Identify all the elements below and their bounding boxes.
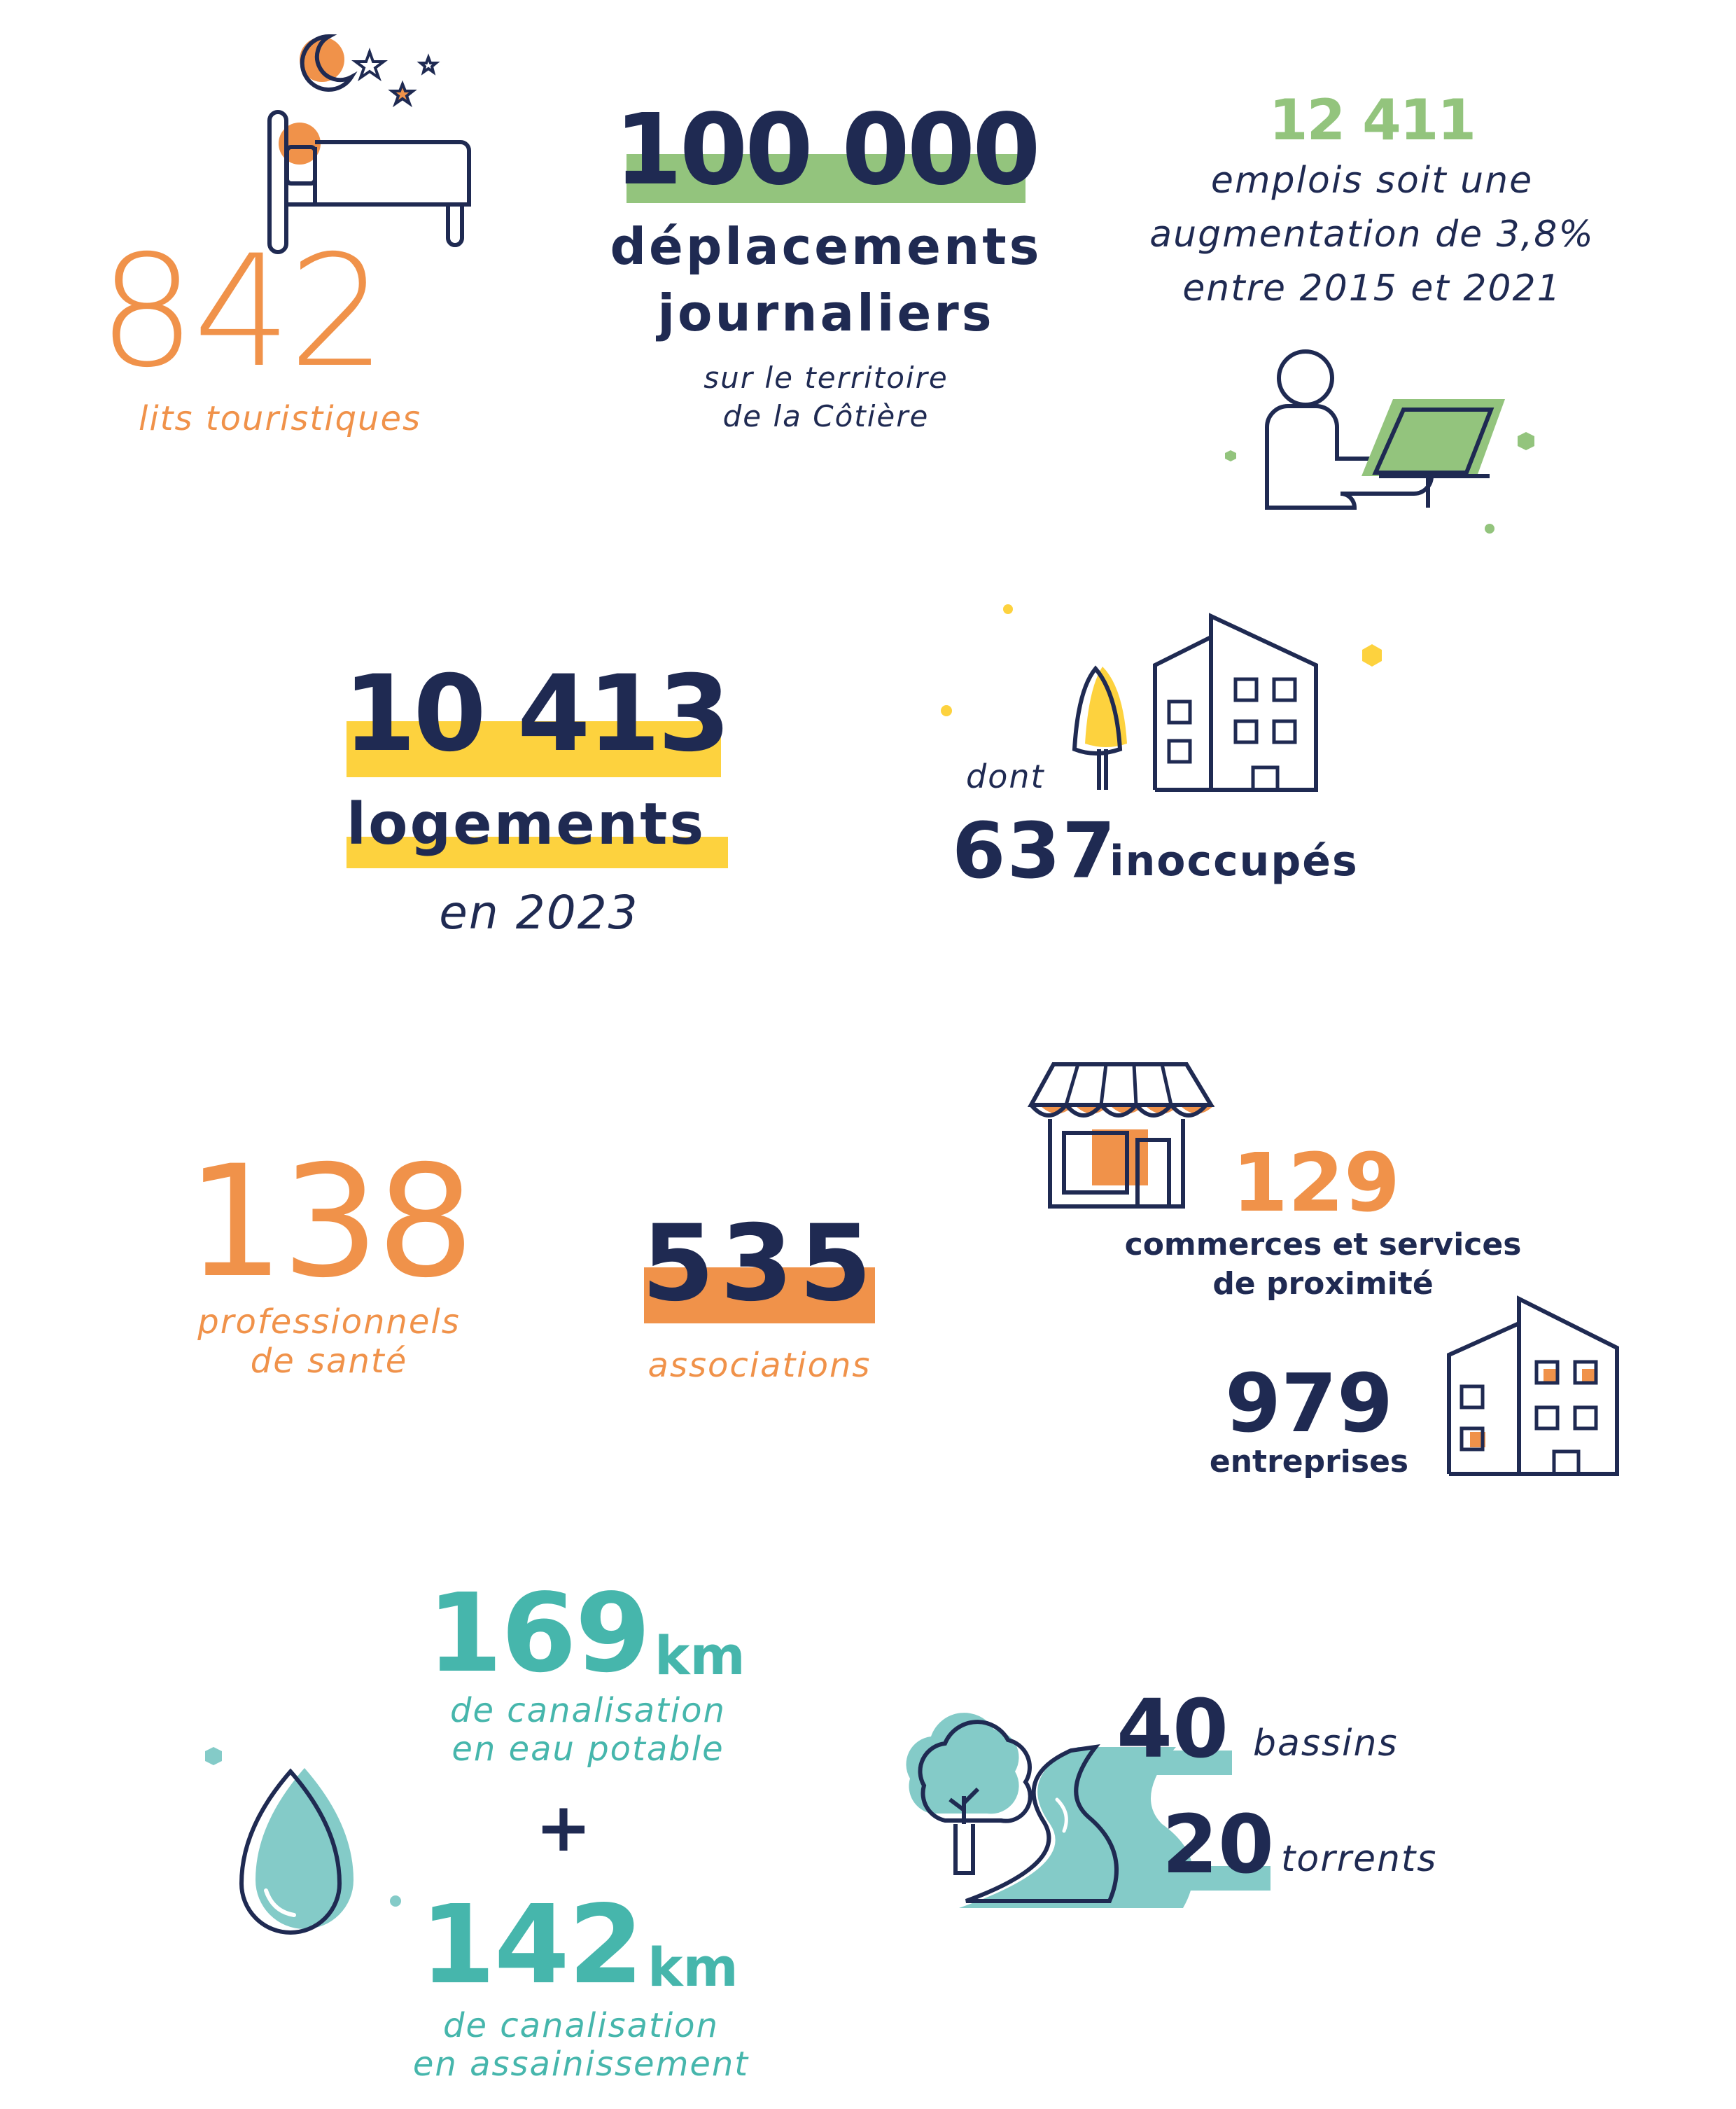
- health-line1: professionnels: [197, 1302, 461, 1342]
- water-value: 169: [427, 1570, 650, 1697]
- companies-value: 979: [1224, 1357, 1394, 1451]
- bed-night-icon: [259, 28, 483, 238]
- associations-value: 535: [641, 1203, 878, 1325]
- jobs-line3: entre 2015 et 2021: [1182, 267, 1562, 309]
- sewer-value: 142: [420, 1881, 643, 2008]
- sewer-unit: km: [648, 1936, 738, 1998]
- housing-value: 10 413: [343, 653, 729, 775]
- shop-icon: [1032, 1063, 1228, 1217]
- trips-sub-line2: de la Côtière: [722, 399, 930, 433]
- torrents-value: 20: [1162, 1798, 1275, 1892]
- basins-label: bassins: [1253, 1722, 1399, 1765]
- sewer-line1: de canalisation: [443, 2006, 719, 2045]
- beds-value: 842: [98, 222, 384, 401]
- housing-label: logements: [346, 791, 706, 858]
- trips-title-line1: déplacements: [610, 217, 1042, 276]
- trips-title-line2: journaliers: [657, 284, 995, 342]
- shops-line2: de proximité: [1212, 1266, 1434, 1302]
- water-line1: de canalisation: [450, 1691, 726, 1730]
- vacant-prefix: dont: [966, 758, 1045, 795]
- beds-label: lits touristiques: [138, 399, 422, 438]
- shops-line1: commerces et services: [1124, 1227, 1522, 1262]
- jobs-line2: augmentation de 3,8%: [1149, 214, 1595, 256]
- vacant-label: inoccupés: [1110, 837, 1359, 886]
- trips-value: 100 000: [614, 93, 1038, 207]
- office-building-icon: [1442, 1292, 1624, 1481]
- basins-value: 40: [1116, 1683, 1229, 1776]
- jobs-line1: emplois soit une: [1210, 160, 1534, 202]
- water-unit: km: [654, 1624, 746, 1687]
- plus-sign: +: [535, 1788, 592, 1867]
- vacant-value: 637: [952, 806, 1117, 896]
- water-drop-icon: [192, 1712, 402, 1922]
- health-value: 138: [186, 1132, 472, 1311]
- torrents-label: torrents: [1281, 1838, 1438, 1880]
- shops-value: 129: [1232, 1136, 1401, 1230]
- companies-label: entreprises: [1209, 1444, 1409, 1480]
- tree-river-icon: [896, 1694, 1134, 1905]
- associations-label: associations: [648, 1346, 872, 1385]
- housing-year: en 2023: [439, 886, 639, 940]
- water-line2: en eau potable: [451, 1729, 724, 1769]
- jobs-value: 12 411: [1268, 88, 1476, 153]
- person-laptop-icon: [1218, 347, 1554, 543]
- health-line2: de santé: [250, 1342, 408, 1381]
- trips-sub-line1: sur le territoire: [704, 361, 948, 395]
- sewer-line2: en assainissement: [412, 2045, 750, 2084]
